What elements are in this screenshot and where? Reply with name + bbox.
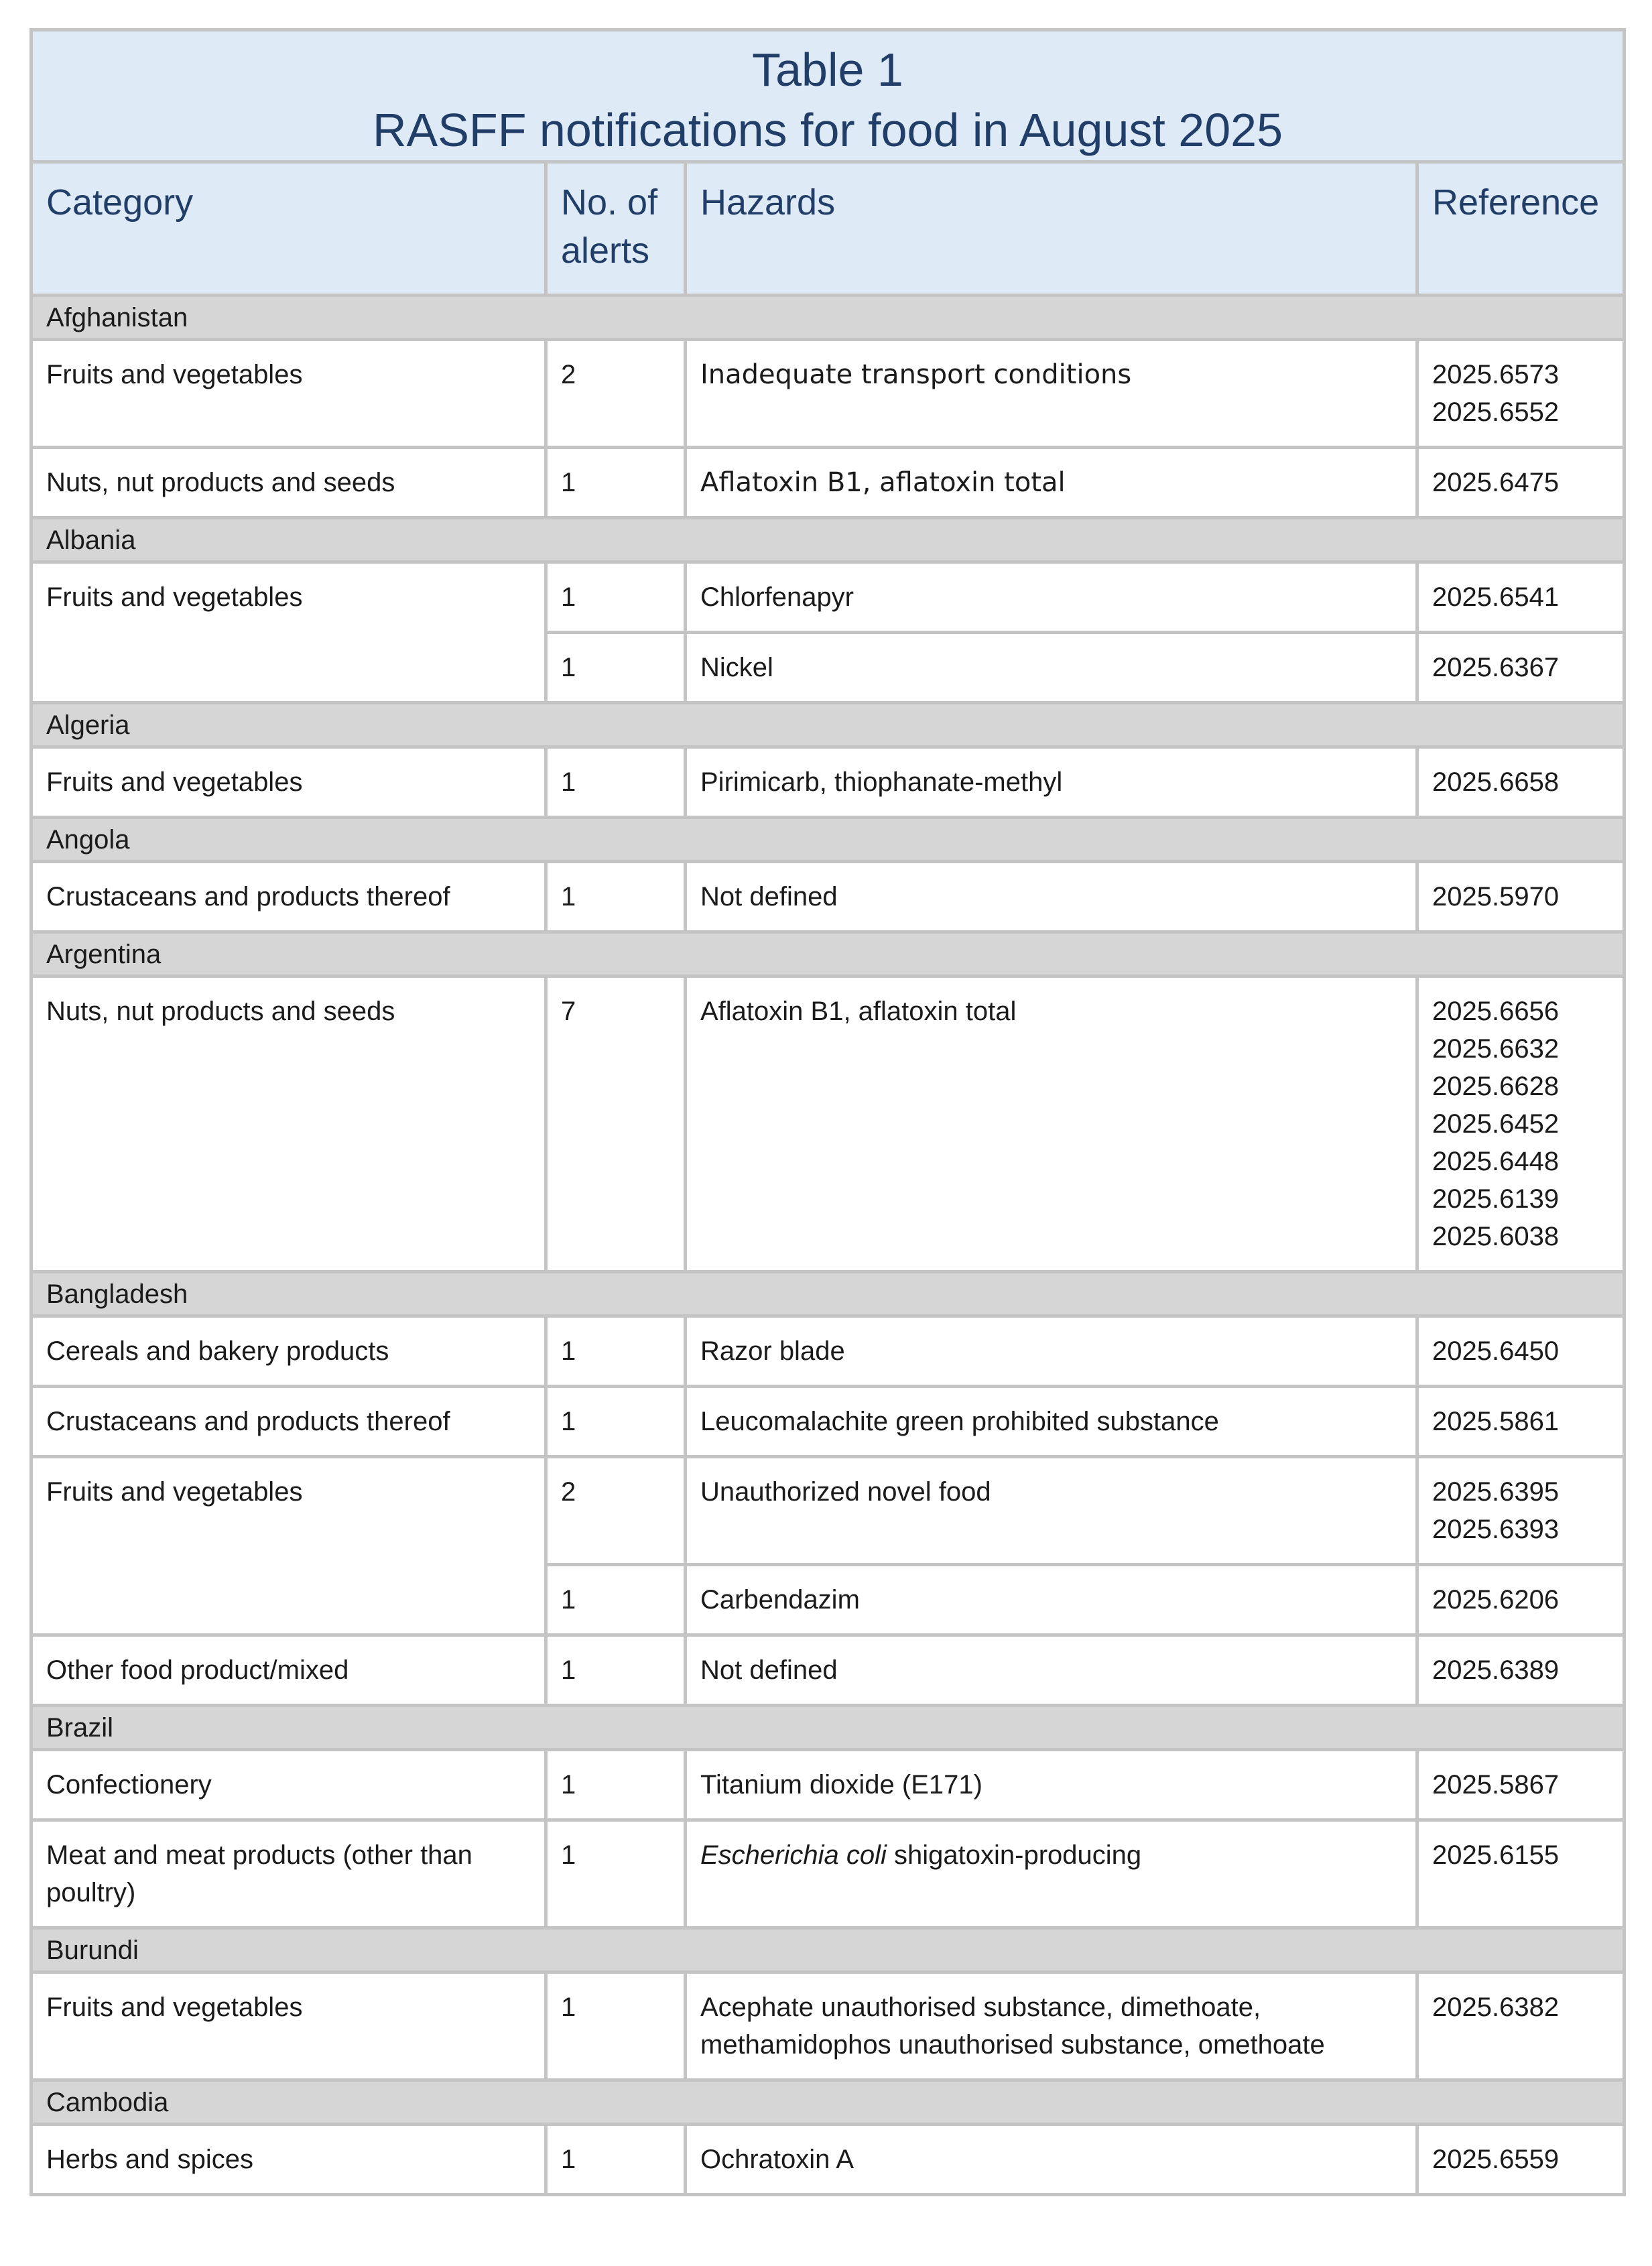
category-cell: Fruits and vegetables: [31, 340, 546, 448]
country-name: Cambodia: [31, 2080, 1625, 2125]
reference-cell: 2025.5970: [1417, 862, 1625, 932]
alerts-cell: 1: [546, 633, 686, 703]
table-row: [31, 2125, 1625, 2195]
reference-number: 2025.6393: [1432, 1515, 1560, 1544]
table-title-line1: Table 1: [752, 44, 903, 96]
country-row-argentina: [31, 932, 1625, 977]
table-title-line2: RASFF notifications for food in August 2025: [373, 104, 1283, 156]
reference-number: 2025.6448: [1432, 1147, 1560, 1176]
table-row: [31, 562, 1625, 633]
reference-number: 2025.6552: [1432, 397, 1560, 427]
alerts-cell: 1: [546, 1316, 686, 1387]
header-category: Category: [31, 162, 546, 296]
reference-number: 2025.6573: [1432, 360, 1560, 389]
country-row-albania: [31, 518, 1625, 562]
table-row: [31, 747, 1625, 818]
table-row: [31, 1387, 1625, 1457]
category-cell: Fruits and vegetables: [31, 1457, 546, 1635]
reference-cell: 2025.6367: [1417, 633, 1625, 703]
hazard-cell: Razor blade: [686, 1316, 1417, 1387]
category-cell: Fruits and vegetables: [31, 1972, 546, 2080]
header-alerts-line1: No. of: [561, 182, 658, 223]
reference-cell: 2025.6206: [1417, 1565, 1625, 1635]
alerts-cell: 2: [546, 1457, 686, 1565]
reference-number: 2025.6139: [1432, 1184, 1560, 1214]
hazard-cell: Nickel: [686, 633, 1417, 703]
hazard-line: methamidophos unauthorised substance, omethoate: [700, 2030, 1325, 2060]
hazard-cell: Pirimicarb, thiophanate-methyl: [686, 747, 1417, 818]
hazard-line: Acephate unauthorised substance, dimethoate,: [700, 1993, 1261, 2022]
reference-cell: 2025.6541: [1417, 562, 1625, 633]
category-cell: Cereals and bakery products: [31, 1316, 546, 1387]
reference-cell: 2025.6382: [1417, 1972, 1625, 2080]
table-row: [31, 1972, 1625, 2080]
reference-cell: [1417, 977, 1625, 1272]
hazard-cell: Not defined: [686, 1635, 1417, 1706]
hazard-cell: Leucomalachite green prohibited substance: [686, 1387, 1417, 1457]
table-row: [31, 1820, 1625, 1928]
table-row: [31, 448, 1625, 518]
category-cell: [31, 1820, 546, 1928]
country-name: Bangladesh: [31, 1272, 1625, 1316]
reference-cell: 2025.5861: [1417, 1387, 1625, 1457]
reference-cell: 2025.5867: [1417, 1750, 1625, 1820]
hazard-cell: Carbendazim: [686, 1565, 1417, 1635]
alerts-cell: 1: [546, 2125, 686, 2195]
table-row: [31, 1635, 1625, 1706]
country-name: Algeria: [31, 703, 1625, 747]
table-row: [31, 862, 1625, 932]
country-name: Argentina: [31, 932, 1625, 977]
hazard-cell: Unauthorized novel food: [686, 1457, 1417, 1565]
table-title-row: [31, 30, 1625, 162]
category-cell: Other food product/mixed: [31, 1635, 546, 1706]
hazard-organism-name: Escherichia coli: [700, 1840, 887, 1870]
table-title: [31, 30, 1625, 162]
reference-number: 2025.6628: [1432, 1072, 1560, 1101]
alerts-cell: 1: [546, 562, 686, 633]
hazard-cell: Aflatoxin B1, aflatoxin total: [686, 977, 1417, 1272]
reference-cell: 2025.6155: [1417, 1820, 1625, 1928]
alerts-cell: 2: [546, 340, 686, 448]
category-line: Meat and meat products (other than: [46, 1840, 472, 1870]
reference-cell: 2025.6559: [1417, 2125, 1625, 2195]
country-name: Afghanistan: [31, 296, 1625, 340]
hazard-cell: Titanium dioxide (E171): [686, 1750, 1417, 1820]
hazard-cell: Inadequate transport conditions: [686, 340, 1417, 448]
hazard-cell: [686, 1972, 1417, 2080]
country-row-angola: [31, 818, 1625, 862]
header-reference: Reference: [1417, 162, 1625, 296]
reference-number: 2025.6632: [1432, 1034, 1560, 1064]
category-cell: Crustaceans and products thereof: [31, 862, 546, 932]
alerts-cell: 7: [546, 977, 686, 1272]
reference-number: 2025.6395: [1432, 1477, 1560, 1507]
alerts-cell: 1: [546, 448, 686, 518]
header-hazards: Hazards: [686, 162, 1417, 296]
country-row-algeria: [31, 703, 1625, 747]
country-name: Burundi: [31, 1928, 1625, 1972]
alerts-cell: 1: [546, 1820, 686, 1928]
alerts-cell: 1: [546, 1750, 686, 1820]
country-row-brazil: [31, 1706, 1625, 1750]
rasff-table-sheet: [29, 28, 1623, 2196]
hazard-text: shigatoxin-producing: [886, 1840, 1142, 1870]
category-cell: Fruits and vegetables: [31, 747, 546, 818]
hazard-cell: Chlorfenapyr: [686, 562, 1417, 633]
reference-number: 2025.6038: [1432, 1222, 1560, 1251]
alerts-cell: 1: [546, 1972, 686, 2080]
category-cell: Nuts, nut products and seeds: [31, 448, 546, 518]
country-row-bangladesh: [31, 1272, 1625, 1316]
category-cell: Nuts, nut products and seeds: [31, 977, 546, 1272]
table-row: [31, 1457, 1625, 1565]
reference-cell: 2025.6450: [1417, 1316, 1625, 1387]
alerts-cell: 1: [546, 1387, 686, 1457]
country-name: Albania: [31, 518, 1625, 562]
category-cell: Crustaceans and products thereof: [31, 1387, 546, 1457]
country-name: Angola: [31, 818, 1625, 862]
reference-number: 2025.6656: [1432, 997, 1560, 1026]
header-alerts: [546, 162, 686, 296]
category-cell: Confectionery: [31, 1750, 546, 1820]
country-name: Brazil: [31, 1706, 1625, 1750]
country-row-afghanistan: [31, 296, 1625, 340]
table-row: [31, 1750, 1625, 1820]
table-row: [31, 977, 1625, 1272]
category-cell: Fruits and vegetables: [31, 562, 546, 703]
table-row: [31, 340, 1625, 448]
reference-cell: [1417, 340, 1625, 448]
reference-cell: 2025.6475: [1417, 448, 1625, 518]
reference-cell: [1417, 1457, 1625, 1565]
category-line: poultry): [46, 1878, 136, 1907]
header-alerts-line2: alerts: [561, 231, 650, 271]
table-row: [31, 1316, 1625, 1387]
alerts-cell: 1: [546, 862, 686, 932]
alerts-cell: 1: [546, 1635, 686, 1706]
alerts-cell: 1: [546, 747, 686, 818]
reference-number: 2025.6452: [1432, 1109, 1560, 1139]
alerts-cell: 1: [546, 1565, 686, 1635]
table-header-row: [31, 162, 1625, 296]
category-cell: Herbs and spices: [31, 2125, 546, 2195]
reference-cell: 2025.6658: [1417, 747, 1625, 818]
reference-cell: 2025.6389: [1417, 1635, 1625, 1706]
hazard-cell: [686, 1820, 1417, 1928]
country-row-burundi: [31, 1928, 1625, 1972]
rasff-table: [29, 28, 1626, 2196]
hazard-cell: Ochratoxin A: [686, 2125, 1417, 2195]
country-row-cambodia: [31, 2080, 1625, 2125]
hazard-cell: Not defined: [686, 862, 1417, 932]
hazard-cell: Aflatoxin B1, aflatoxin total: [686, 448, 1417, 518]
